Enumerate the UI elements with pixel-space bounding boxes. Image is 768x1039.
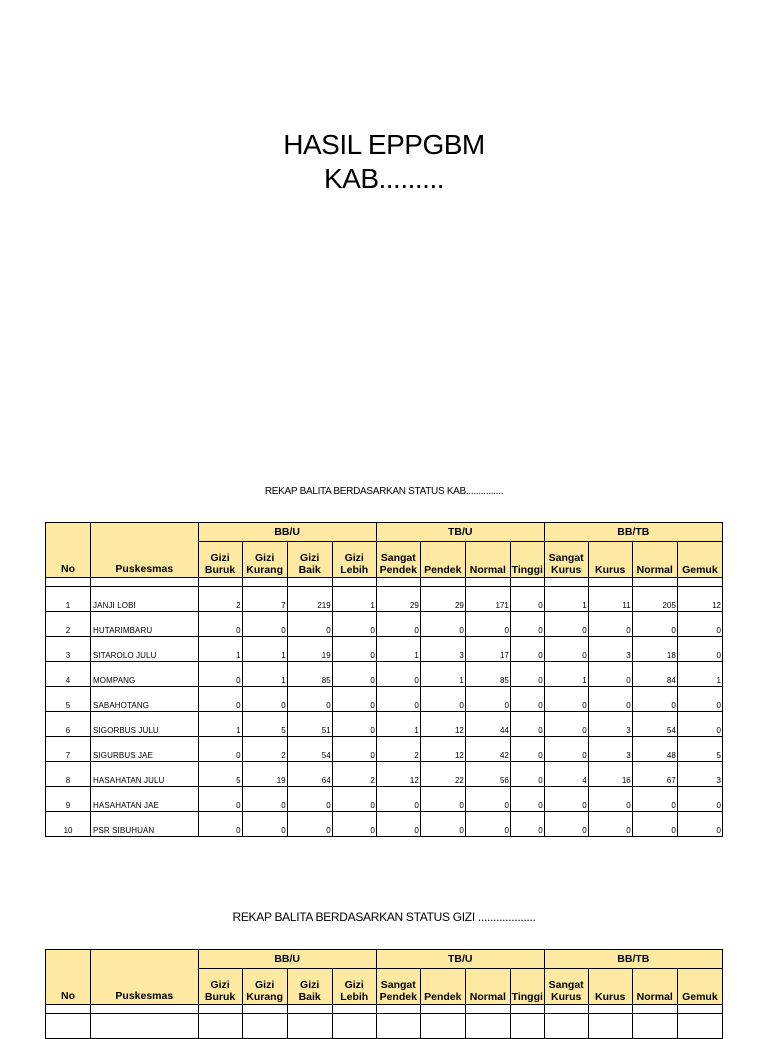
row-value: 0 (677, 612, 722, 637)
row-value: 0 (287, 612, 332, 637)
header-sub-line-2: Baik (298, 991, 321, 1003)
header-sub-col-8 (510, 542, 544, 578)
row-value: 54 (632, 712, 677, 737)
header-sub-line-2: Pendek (379, 991, 417, 1003)
header-sub-col-2 (242, 969, 287, 1005)
row-value: 5 (677, 737, 722, 762)
row-value: 0 (588, 612, 632, 637)
header-sub-col-11 (632, 542, 677, 578)
row-value: 0 (332, 737, 376, 762)
row-value: 0 (287, 787, 332, 812)
row-value: 0 (544, 787, 588, 812)
row-no: 1 (46, 587, 91, 612)
spacer-cell (91, 578, 199, 587)
header-sub-line-2: Kurus (595, 991, 626, 1003)
header-sub-line-1: Gizi (344, 552, 364, 564)
table-row (46, 637, 723, 662)
row-value: 0 (376, 787, 420, 812)
header-sub-col-8 (510, 969, 544, 1005)
row-value: 0 (632, 612, 677, 637)
row-value: 1 (677, 662, 722, 687)
spacer-cell (510, 578, 544, 587)
row-value: 12 (677, 587, 722, 612)
row-value: 1 (376, 712, 420, 737)
row-value: 3 (420, 637, 465, 662)
table-row (46, 737, 723, 762)
header-sub-col-6 (420, 969, 465, 1005)
header-sub-line-2: Pendek (379, 564, 417, 576)
spacer-cell (632, 578, 677, 587)
row-value: 0 (544, 612, 588, 637)
header-group-tbu: TB/U (376, 523, 544, 542)
empty-cell (46, 1014, 91, 1039)
empty-cell (632, 1014, 677, 1039)
empty-cell (544, 1014, 588, 1039)
header-sub-col-1 (198, 542, 242, 578)
row-value: 1 (242, 637, 287, 662)
row-value: 1 (544, 587, 588, 612)
header-sub-col-9 (544, 969, 588, 1005)
header-sub-line-2: Baik (298, 564, 321, 576)
row-value: 0 (198, 662, 242, 687)
spacer-cell (376, 578, 420, 587)
row-value: 2 (376, 737, 420, 762)
row-value: 0 (465, 787, 510, 812)
header-sub-line-1: Sangat (548, 979, 584, 991)
row-value: 0 (632, 812, 677, 837)
row-value: 84 (632, 662, 677, 687)
header-sub-line-1: Gizi (300, 979, 320, 991)
header-sub-line-1: Sangat (380, 979, 416, 991)
row-value: 3 (588, 637, 632, 662)
table-row (46, 587, 723, 612)
empty-cell (465, 1014, 510, 1039)
row-value: 2 (242, 737, 287, 762)
header-sub-line-1: Sangat (548, 552, 584, 564)
row-value: 0 (465, 687, 510, 712)
row-value: 1 (420, 662, 465, 687)
row-puskesmas: SIGURBUS JAE (91, 737, 199, 762)
row-value: 0 (332, 787, 376, 812)
row-value: 0 (677, 712, 722, 737)
row-value: 0 (677, 637, 722, 662)
row-value: 0 (510, 587, 544, 612)
row-value: 0 (510, 712, 544, 737)
header-sub-col-5 (376, 969, 420, 1005)
row-value: 0 (465, 812, 510, 837)
spacer-cell (677, 1005, 722, 1014)
table-row (46, 1014, 723, 1039)
header-sub-col-3 (287, 542, 332, 578)
header-sub-line-2: Normal (636, 991, 673, 1003)
table2-caption: REKAP BALITA BERDASARKAN STATUS GIZI ................... (232, 910, 536, 924)
spacer-cell (588, 578, 632, 587)
rekap-table-status-kab (45, 522, 723, 837)
row-value: 19 (242, 762, 287, 787)
row-value: 4 (544, 762, 588, 787)
row-value: 0 (510, 662, 544, 687)
row-value: 54 (287, 737, 332, 762)
row-value: 0 (632, 787, 677, 812)
table-row (46, 687, 723, 712)
row-value: 0 (376, 812, 420, 837)
row-no: 3 (46, 637, 91, 662)
header-sub-line-1: Gizi (300, 552, 320, 564)
row-value: 12 (420, 737, 465, 762)
empty-cell (91, 1014, 199, 1039)
table-row (46, 812, 723, 837)
row-value: 0 (332, 637, 376, 662)
header-puskesmas: Puskesmas (91, 523, 199, 578)
header-sub-line-1: Sangat (380, 552, 416, 564)
table-row (46, 712, 723, 737)
header-sub-col-12 (677, 969, 722, 1005)
row-value: 48 (632, 737, 677, 762)
spacer-cell (465, 578, 510, 587)
row-value: 17 (465, 637, 510, 662)
row-value: 0 (588, 687, 632, 712)
row-value: 7 (242, 587, 287, 612)
header-sub-line-2: Kurang (246, 564, 283, 576)
row-value: 0 (510, 812, 544, 837)
spacer-cell (544, 578, 588, 587)
row-value: 219 (287, 587, 332, 612)
header-group-bbtb: BB/TB (544, 523, 722, 542)
spacer-cell (46, 578, 91, 587)
header-group-tbu: TB/U (376, 950, 544, 969)
row-value: 42 (465, 737, 510, 762)
header-puskesmas: Puskesmas (91, 950, 199, 1005)
header-sub-col-2 (242, 542, 287, 578)
row-value: 0 (632, 687, 677, 712)
empty-cell (287, 1014, 332, 1039)
header-group-bbu: BB/U (198, 950, 376, 969)
row-value: 0 (544, 687, 588, 712)
row-value: 0 (376, 662, 420, 687)
table-row (46, 787, 723, 812)
header-sub-line-2: Normal (469, 991, 506, 1003)
row-no: 4 (46, 662, 91, 687)
row-value: 0 (510, 637, 544, 662)
row-value: 19 (287, 637, 332, 662)
header-sub-line-2: Kurus (551, 564, 582, 576)
row-value: 171 (465, 587, 510, 612)
row-value: 1 (242, 662, 287, 687)
row-value: 0 (376, 612, 420, 637)
header-sub-line-2: Kurus (595, 564, 626, 576)
row-puskesmas: JANJI LOBI (91, 587, 199, 612)
row-value: 85 (465, 662, 510, 687)
empty-cell (242, 1014, 287, 1039)
row-value: 0 (332, 812, 376, 837)
header-sub-col-4 (332, 542, 376, 578)
row-value: 12 (376, 762, 420, 787)
header-sub-line-2: Gemuk (682, 564, 718, 576)
spacer-cell (332, 1005, 376, 1014)
header-group-bbu: BB/U (198, 523, 376, 542)
row-no: 6 (46, 712, 91, 737)
row-puskesmas: PSR SIBUHUAN (91, 812, 199, 837)
row-value: 16 (588, 762, 632, 787)
row-value: 85 (287, 662, 332, 687)
row-value: 5 (198, 762, 242, 787)
header-sub-line-2: Tinggi (511, 991, 543, 1003)
header-sub-col-6 (420, 542, 465, 578)
row-value: 3 (588, 712, 632, 737)
empty-cell (588, 1014, 632, 1039)
row-value: 0 (510, 762, 544, 787)
empty-cell (376, 1014, 420, 1039)
header-sub-line-1: Gizi (210, 552, 230, 564)
row-value: 0 (287, 687, 332, 712)
row-value: 205 (632, 587, 677, 612)
row-value: 0 (588, 662, 632, 687)
header-sub-col-7 (465, 969, 510, 1005)
row-value: 51 (287, 712, 332, 737)
row-value: 1 (198, 637, 242, 662)
spacer-cell (198, 1005, 242, 1014)
spacer-cell (91, 1005, 199, 1014)
row-no: 7 (46, 737, 91, 762)
header-sub-line-2: Buruk (204, 564, 236, 576)
header-sub-line-1: Gizi (344, 979, 364, 991)
row-puskesmas: HUTARIMBARU (91, 612, 199, 637)
row-value: 67 (632, 762, 677, 787)
header-no: No (46, 523, 91, 578)
row-value: 0 (677, 687, 722, 712)
row-puskesmas: HASAHATAN JULU (91, 762, 199, 787)
row-value: 0 (242, 612, 287, 637)
spacer-cell (46, 1005, 91, 1014)
spacer-cell (242, 1005, 287, 1014)
row-puskesmas: SIGORBUS JULU (91, 712, 199, 737)
row-value: 1 (376, 637, 420, 662)
title-line-2: KAB......... (323, 163, 445, 194)
row-value: 0 (420, 612, 465, 637)
spacer-cell (242, 578, 287, 587)
row-value: 0 (510, 612, 544, 637)
header-sub-line-2: Kurang (246, 991, 283, 1003)
row-value: 0 (544, 812, 588, 837)
table-row (46, 662, 723, 687)
row-value: 22 (420, 762, 465, 787)
row-value: 0 (198, 812, 242, 837)
row-value: 0 (465, 612, 510, 637)
header-no: No (46, 950, 91, 1005)
rekap-table-status-gizi (45, 949, 723, 1039)
row-value: 0 (242, 687, 287, 712)
row-value: 0 (332, 687, 376, 712)
row-value: 0 (198, 787, 242, 812)
header-sub-col-1 (198, 969, 242, 1005)
header-sub-line-2: Pendek (424, 991, 462, 1003)
row-value: 0 (198, 737, 242, 762)
row-value: 0 (242, 787, 287, 812)
row-value: 0 (332, 662, 376, 687)
header-sub-col-12 (677, 542, 722, 578)
table-row (46, 612, 723, 637)
row-value: 0 (510, 687, 544, 712)
row-value: 0 (510, 787, 544, 812)
spacer-cell (465, 1005, 510, 1014)
spacer-cell (677, 578, 722, 587)
row-value: 0 (544, 712, 588, 737)
row-value: 0 (677, 787, 722, 812)
row-value: 0 (544, 637, 588, 662)
row-value: 44 (465, 712, 510, 737)
empty-cell (332, 1014, 376, 1039)
header-sub-line-2: Kurus (551, 991, 582, 1003)
header-sub-line-2: Normal (469, 564, 506, 576)
row-value: 29 (420, 587, 465, 612)
row-value: 12 (420, 712, 465, 737)
spacer-cell (287, 1005, 332, 1014)
table-row (46, 762, 723, 787)
empty-cell (420, 1014, 465, 1039)
header-sub-line-2: Normal (636, 564, 673, 576)
row-value: 0 (376, 687, 420, 712)
row-value: 0 (544, 737, 588, 762)
document-title (0, 128, 768, 196)
row-value: 0 (588, 787, 632, 812)
header-sub-line-1: Gizi (210, 979, 230, 991)
row-value: 11 (588, 587, 632, 612)
header-sub-line-1: Gizi (254, 979, 275, 991)
header-group-bbtb: BB/TB (544, 950, 722, 969)
header-sub-col-3 (287, 969, 332, 1005)
title-line-1: HASIL EPPGBM (283, 129, 485, 160)
table1-caption: REKAP BALITA BERDASARKAN STATUS KAB............... (264, 486, 504, 497)
spacer-cell (510, 1005, 544, 1014)
row-puskesmas: HASAHATAN JAE (91, 787, 199, 812)
empty-cell (677, 1014, 722, 1039)
spacer-cell (588, 1005, 632, 1014)
row-value: 1 (544, 662, 588, 687)
header-sub-line-2: Tinggi (511, 564, 543, 576)
header-sub-col-10 (588, 542, 632, 578)
header-sub-line-2: Buruk (204, 991, 236, 1003)
row-value: 0 (588, 812, 632, 837)
spacer-cell (420, 1005, 465, 1014)
row-no: 9 (46, 787, 91, 812)
spacer-cell (287, 578, 332, 587)
empty-cell (510, 1014, 544, 1039)
header-sub-col-10 (588, 969, 632, 1005)
row-value: 29 (376, 587, 420, 612)
header-sub-line-2: Lebih (340, 564, 369, 576)
header-sub-line-2: Lebih (340, 991, 369, 1003)
row-value: 64 (287, 762, 332, 787)
row-no: 5 (46, 687, 91, 712)
row-value: 3 (677, 762, 722, 787)
row-value: 0 (420, 812, 465, 837)
row-value: 0 (332, 612, 376, 637)
row-value: 1 (198, 712, 242, 737)
row-value: 2 (332, 762, 376, 787)
row-value: 0 (332, 712, 376, 737)
empty-cell (198, 1014, 242, 1039)
row-no: 10 (46, 812, 91, 837)
row-value: 1 (332, 587, 376, 612)
row-value: 0 (198, 612, 242, 637)
row-value: 0 (198, 687, 242, 712)
header-sub-line-2: Gemuk (682, 991, 718, 1003)
header-sub-col-7 (465, 542, 510, 578)
row-no: 8 (46, 762, 91, 787)
row-value: 56 (465, 762, 510, 787)
row-value: 0 (677, 812, 722, 837)
header-sub-line-2: Pendek (424, 564, 462, 576)
spacer-cell (332, 578, 376, 587)
row-value: 5 (242, 712, 287, 737)
row-no: 2 (46, 612, 91, 637)
row-value: 0 (242, 812, 287, 837)
header-sub-line-1: Gizi (254, 552, 275, 564)
row-value: 0 (287, 812, 332, 837)
header-sub-col-5 (376, 542, 420, 578)
header-sub-col-4 (332, 969, 376, 1005)
row-value: 0 (510, 737, 544, 762)
spacer-cell (544, 1005, 588, 1014)
row-value: 2 (198, 587, 242, 612)
spacer-cell (198, 578, 242, 587)
row-value: 18 (632, 637, 677, 662)
row-puskesmas: MOMPANG (91, 662, 199, 687)
row-value: 0 (420, 787, 465, 812)
row-puskesmas: SABAHOTANG (91, 687, 199, 712)
row-value: 3 (588, 737, 632, 762)
row-value: 0 (420, 687, 465, 712)
spacer-cell (632, 1005, 677, 1014)
row-puskesmas: SITAROLO JULU (91, 637, 199, 662)
spacer-cell (376, 1005, 420, 1014)
header-sub-col-11 (632, 969, 677, 1005)
header-sub-col-9 (544, 542, 588, 578)
spacer-cell (420, 578, 465, 587)
